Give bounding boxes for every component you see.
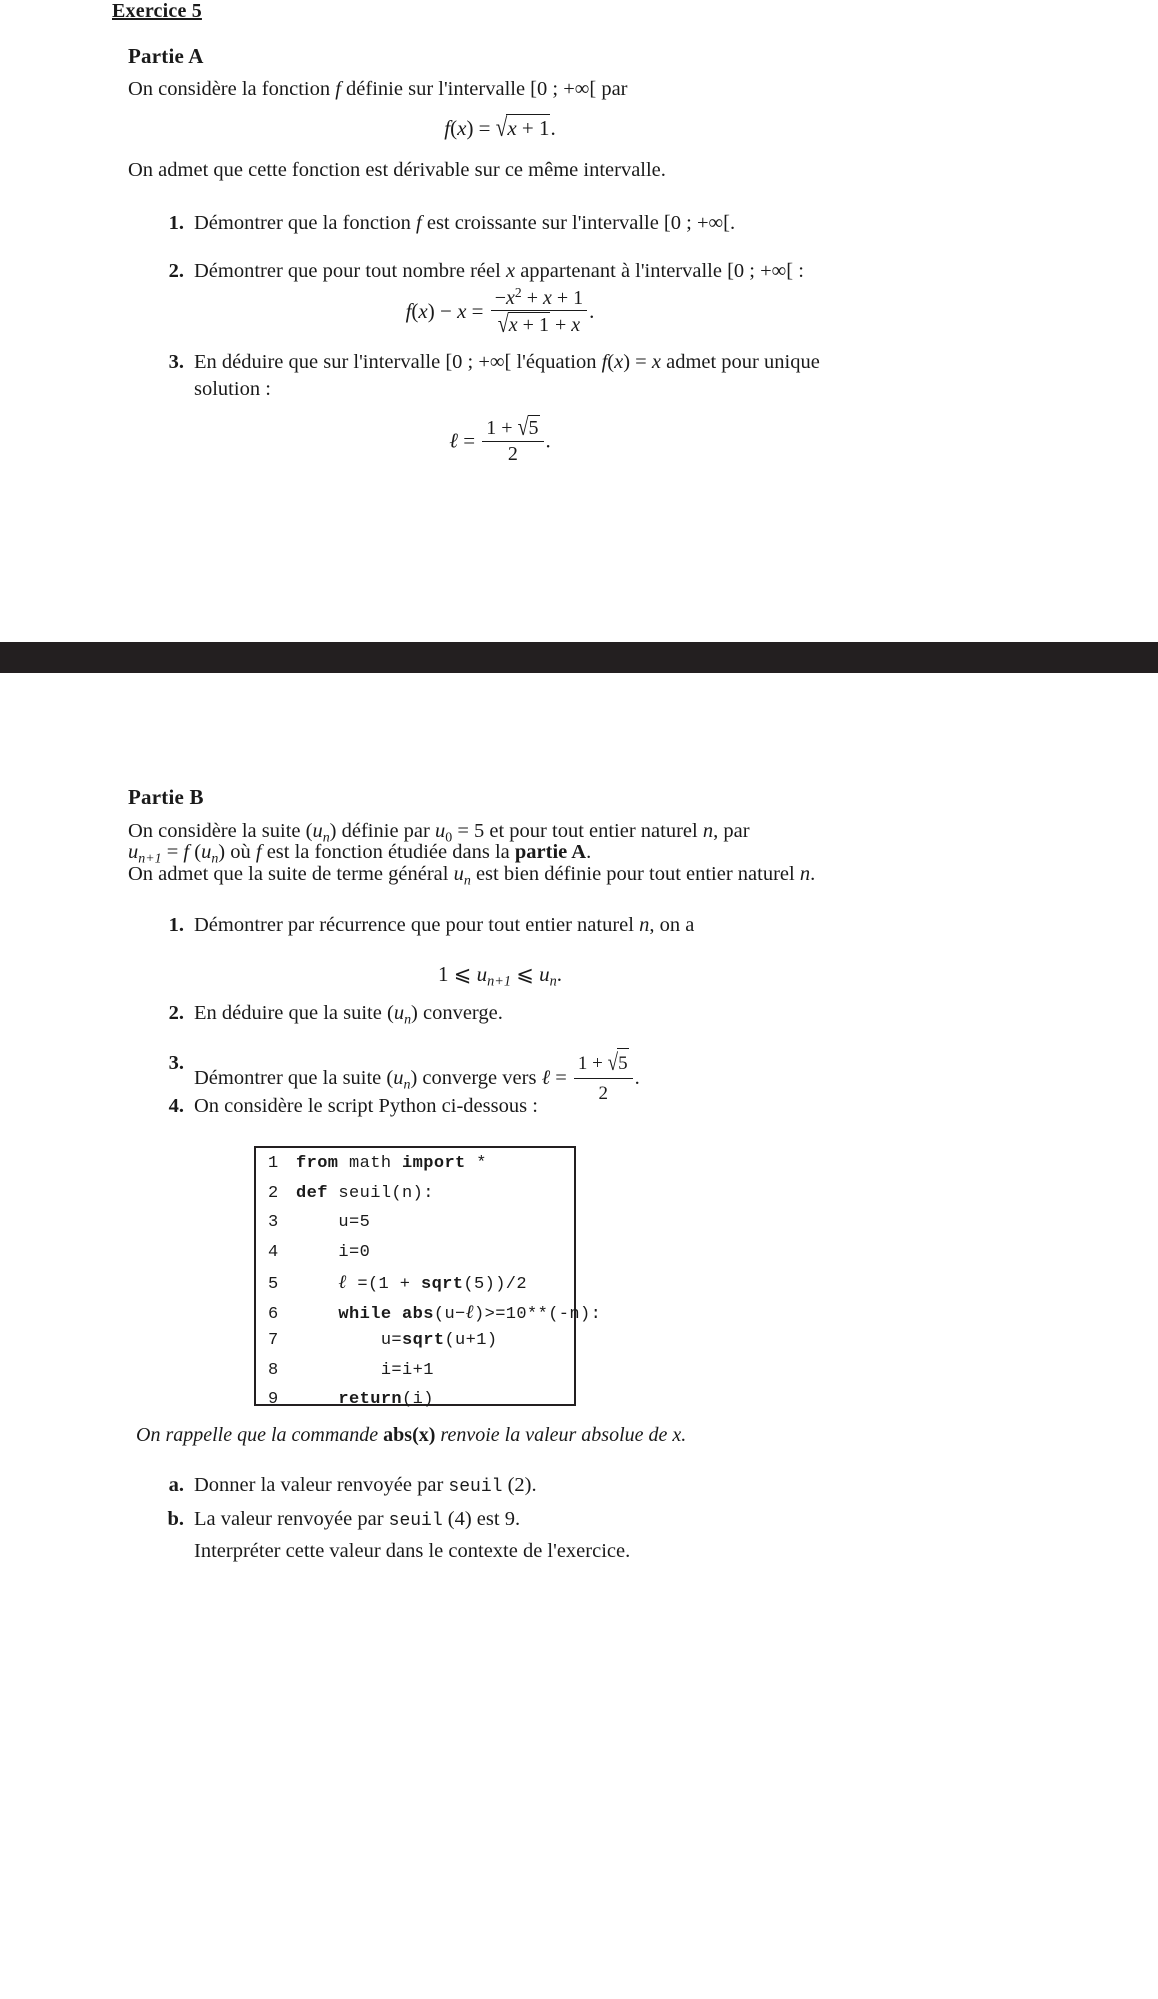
list-item-number: 1.	[168, 914, 184, 936]
page-separator-band	[0, 642, 1158, 673]
list-item: 1. Démontrer par récurrence que pour tout entier naturel n, on a	[152, 912, 694, 939]
subitem-mono: seuil	[388, 1511, 443, 1531]
list-item-line-1: En déduire que sur l'intervalle [0 ; +∞[ l'équation f(x) = x admet pour unique	[194, 351, 820, 373]
subitem-before: La valeur renvoyée par	[194, 1508, 389, 1530]
subitem-before: Donner la valeur renvoyée par	[194, 1474, 449, 1496]
code-line-source: return(i)	[338, 1390, 434, 1409]
subitem-line-2: Interpréter cette valeur dans le contexte de l'exercice.	[194, 1540, 631, 1562]
list-item-number: b.	[167, 1508, 184, 1530]
code-line-number: 2	[268, 1183, 279, 1203]
partie-a-intro: On considère la fonction f définie sur l'intervalle [0 ; +∞[ par	[128, 78, 628, 100]
code-line-number: 1	[268, 1154, 279, 1173]
list-item-number: 4.	[168, 1095, 184, 1117]
list-item-number: 2.	[168, 260, 184, 282]
partie-a-list	[152, 210, 804, 285]
partie-a-admet: On admet que cette fonction est dérivable sur ce même intervalle.	[128, 159, 666, 181]
list-item	[152, 1470, 630, 1502]
list-item-number: 2.	[168, 1002, 184, 1024]
code-line-number: 3	[268, 1213, 279, 1232]
equation-difference: f(x) − x = $\frac{-x^2 + x + 1}{√x + 1 + x}$ .	[405, 284, 595, 339]
code-line	[256, 1331, 574, 1361]
code-line-source: ℓ =(1 + sqrt(5))/2	[338, 1272, 528, 1294]
list-item-number: 1.	[168, 212, 184, 234]
note-before: On rappelle que la commande	[136, 1424, 384, 1446]
partie-b-intro-line-1: On considère la suite $(u_n)$ définie par $u_0 = 5$ et pour tout entier naturel n, par	[128, 820, 750, 846]
code-line-source: while abs(u−ℓ)>=10**(-n):	[338, 1301, 602, 1324]
code-line	[256, 1390, 574, 1420]
partie-a-list-3	[152, 349, 952, 403]
code-line-number: 5	[268, 1275, 279, 1294]
partie-b-intro-line-2: $u_{n+1} = f$ $(u_n)$ où f est la fonction étudiée dans la partie A.	[128, 841, 592, 867]
note-after: renvoie la valeur absolue de x.	[435, 1424, 687, 1446]
subitem-line-1	[194, 1504, 630, 1536]
code-line-source: from math import *	[296, 1154, 487, 1173]
code-line-number: 4	[268, 1242, 279, 1262]
subitem-after: (2).	[502, 1474, 537, 1496]
list-item	[152, 349, 952, 403]
code-line-number: 7	[268, 1331, 279, 1350]
section-heading-partie-a: Partie A	[128, 44, 204, 68]
note-bold: abs(x)	[383, 1424, 436, 1446]
code-line	[256, 1272, 574, 1302]
equation-ell: ℓ = $\frac{1 + √5}{2}$ .	[449, 413, 551, 465]
code-line	[256, 1361, 574, 1391]
code-line-source: u=sqrt(u+1)	[296, 1331, 498, 1350]
equation-fx: f(x) = √x + 1.	[444, 112, 556, 143]
code-line	[256, 1213, 574, 1243]
page-title: Exercice 5	[112, 0, 202, 22]
code-line	[256, 1301, 602, 1332]
list-item: 1. Démontrer que la fonction f est croissante sur l'intervalle [0 ; +∞[.	[152, 210, 804, 237]
list-item: 2. En déduire que la suite $(u_n)$ converge.	[152, 1000, 503, 1033]
list-item	[152, 1504, 630, 1566]
code-line-source: u=5	[296, 1213, 371, 1232]
code-line-source: i=i+1	[296, 1360, 434, 1380]
section-heading-partie-b: Partie B	[128, 785, 204, 809]
partie-b-intro-line-3: On admet que la suite de terme général $u_n$ est bien définie pour tout entier naturel n.	[128, 863, 816, 889]
subitem-after: (4) est 9.	[442, 1508, 521, 1530]
python-code-block	[254, 1146, 602, 1409]
partie-b-item-2	[152, 1000, 503, 1033]
list-item: 2. Démontrer que pour tout nombre réel x appartenant à l'intervalle [0 ; +∞[ :	[152, 258, 804, 285]
list-item-line-2: solution :	[194, 378, 271, 400]
abs-command-note	[136, 1424, 686, 1447]
code-line	[256, 1154, 574, 1184]
list-item-number: 3.	[168, 351, 184, 373]
list-item-number: 3.	[168, 1052, 184, 1074]
code-line	[256, 1184, 574, 1214]
partie-b-item-4	[152, 1093, 538, 1120]
equation-inequality: 1 ⩽ $u_{n+1}$ ⩽ $u_n$.	[437, 962, 562, 990]
list-item	[152, 1093, 538, 1120]
list-item: 3. Démontrer que la suite $(u_n)$ converge vers ℓ = $\frac{1 + √5}{2}$ .	[152, 1050, 640, 1109]
list-item-number: a.	[168, 1474, 184, 1496]
code-line-number: 8	[268, 1360, 279, 1380]
code-line-source: def seuil(n):	[296, 1183, 434, 1203]
code-line-number: 6	[268, 1304, 279, 1324]
partie-b-subitems	[152, 1470, 630, 1566]
code-line-number: 9	[268, 1390, 279, 1409]
list-item-label: On considère le script Python ci-dessous :	[194, 1095, 538, 1117]
code-line	[256, 1243, 574, 1273]
partie-b-item-1	[152, 912, 694, 939]
subitem-mono: seuil	[448, 1477, 503, 1497]
code-line-source: i=0	[296, 1242, 371, 1262]
